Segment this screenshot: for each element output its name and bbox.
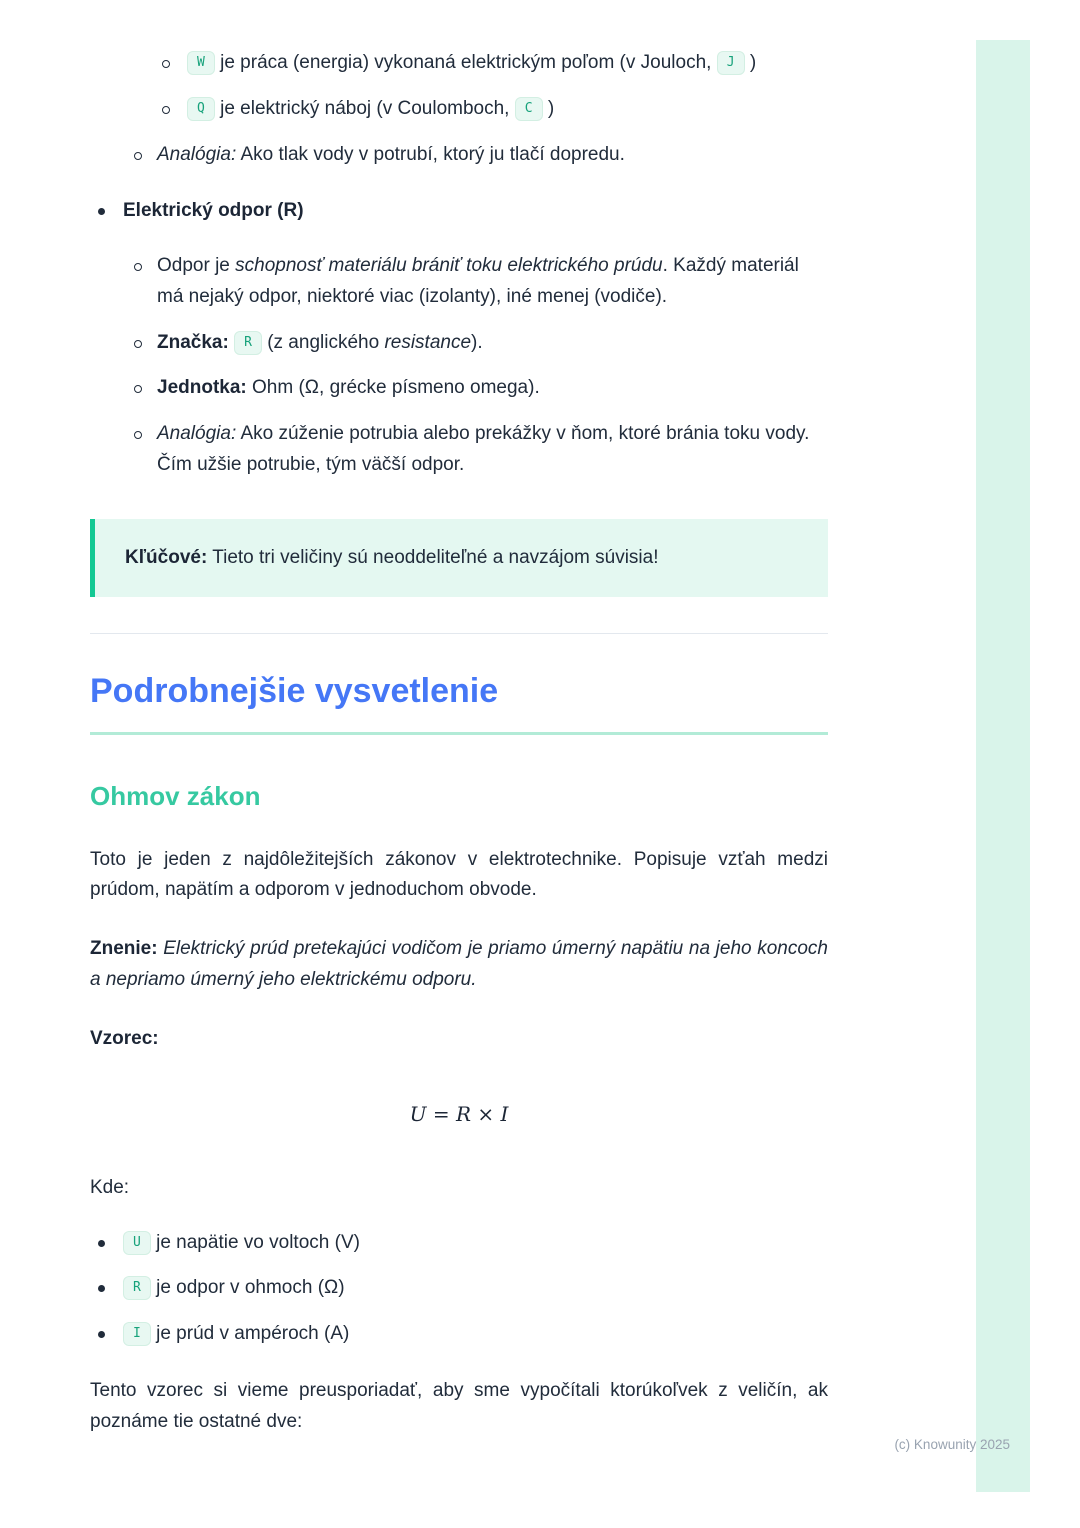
list-item-body — [123, 1319, 828, 1350]
list-item-work — [90, 48, 828, 79]
formula-label-paragraph — [90, 1024, 828, 1055]
list-item-text: ). — [471, 331, 483, 353]
list-item-symbol — [90, 328, 828, 359]
statement-paragraph — [90, 934, 828, 996]
code-badge-q: Q — [187, 97, 215, 121]
list-item-text: Ako zúženie potrubia alebo prekážky v ňom, ktoré bránia toku vody. Čím užšie potrubie, tým väčší odpor. — [157, 423, 810, 475]
list-item-text: . Každý materiál má nejaký odpor, niektoré viac (izolanty), iné menej (vodiče). — [157, 255, 799, 307]
bullet-icon — [98, 1285, 105, 1292]
list-item-body — [123, 1273, 828, 1304]
code-badge-w: W — [187, 51, 215, 75]
list-item-resistance-title — [90, 196, 828, 227]
resistance-title: Elektrický odpor (R) — [123, 200, 304, 222]
list-item-text: Ako tlak vody v potrubí, ktorý ju tlačí dopredu. — [240, 143, 625, 165]
list-item-text: je práca (energia) vykonaná elektrickým poľom (v Jouloch, — [220, 52, 712, 73]
formula-label: Vzorec: — [90, 1027, 159, 1049]
side-strip — [976, 40, 1030, 1492]
list-item-body — [187, 94, 828, 125]
list-item-text: je elektrický náboj (v Coulomboch, — [220, 97, 510, 119]
analogy-label: Analógia: — [157, 143, 237, 165]
list-item-emphasis: resistance — [384, 331, 472, 353]
subsection-title: Ohmov zákon — [90, 780, 261, 811]
bullet-icon — [134, 431, 142, 439]
symbol-label: Značka: — [157, 331, 229, 353]
list-item-resistance — [90, 1273, 828, 1304]
unit-label: Jednotka: — [157, 377, 247, 399]
list-item-body — [157, 140, 828, 171]
list-item-emphasis: schopnosť materiálu brániť toku elektrického prúdu — [235, 255, 663, 277]
list-item-voltage — [90, 1228, 828, 1259]
code-badge-u: U — [123, 1231, 151, 1255]
outro-paragraph: Tento vzorec si vieme preusporiadať, aby sme vypočítali ktorúkoľvek z veličín, ak poznáme tie ostatné dve: — [90, 1379, 828, 1432]
list-item-body — [157, 419, 828, 481]
intro-paragraph: Toto je jeden z najdôležitejších zákonov v elektrotechnike. Popisuje vzťah medzi prúdom, napätím a odporom v jednoduchom obvode. — [90, 848, 828, 901]
kde-label: Kde: — [90, 1176, 130, 1198]
section-divider — [90, 633, 828, 634]
bullet-icon — [134, 152, 142, 160]
list-item-text: je odpor v ohmoch (Ω) — [156, 1277, 345, 1299]
key-callout — [90, 519, 828, 598]
bullet-icon — [134, 385, 142, 393]
list-item-body — [123, 1228, 828, 1259]
code-badge-r: R — [234, 331, 262, 355]
list-item-body — [123, 196, 828, 227]
list-item-text: je prúd v ampéroch (A) — [156, 1323, 350, 1345]
resistance-list — [90, 196, 828, 480]
list-item-text: ) — [749, 52, 757, 73]
charge-sublist — [90, 48, 828, 170]
list-item-unit — [90, 373, 828, 404]
bullet-icon — [98, 1331, 105, 1338]
list-item-body — [157, 328, 828, 359]
list-item-body — [187, 48, 828, 79]
code-badge-c: C — [515, 97, 543, 121]
list-item-text: Odpor je — [157, 255, 236, 277]
list-item-body — [157, 251, 828, 313]
code-badge-r2: R — [123, 1276, 151, 1300]
variables-list — [90, 1228, 828, 1350]
list-item-text: Ohm (Ω, grécke písmeno omega). — [252, 377, 540, 399]
bullet-icon — [162, 60, 170, 68]
list-item-current — [90, 1319, 828, 1350]
statement-text: Elektrický prúd pretekajúci vodičom je priamo úmerný napätiu na jeho koncoch a nepriamo úmerný jeho elektrickému odporu. — [90, 938, 828, 990]
callout-text: Tieto tri veličiny sú neoddeliteľné a navzájom súvisia! — [212, 546, 659, 568]
callout-label: Kľúčové: — [125, 546, 208, 568]
list-item-body — [157, 373, 828, 404]
formula: U = R × I — [409, 1102, 509, 1127]
list-item-resistance-def — [90, 251, 828, 313]
code-badge-i: I — [123, 1322, 151, 1346]
statement-label: Znenie: — [90, 938, 158, 960]
list-item-text: je napätie vo voltoch (V) — [156, 1231, 360, 1253]
list-item-analogy2 — [90, 419, 828, 481]
list-item-charge — [90, 94, 828, 125]
bullet-icon — [134, 263, 142, 271]
list-item-text: (z anglického — [267, 331, 385, 353]
list-item-analogy — [90, 140, 828, 171]
bullet-icon — [98, 1240, 105, 1247]
bullet-icon — [134, 340, 142, 348]
list-item-text: ) — [547, 97, 555, 119]
analogy-label: Analógia: — [157, 423, 237, 445]
bullet-icon — [98, 208, 105, 215]
document-content — [90, 0, 828, 1437]
copyright: (c) Knowunity 2025 — [894, 1437, 1010, 1452]
section-title: Podrobnejšie vysvetlenie — [90, 664, 828, 734]
bullet-icon — [162, 106, 170, 114]
code-badge-j: J — [717, 51, 745, 75]
